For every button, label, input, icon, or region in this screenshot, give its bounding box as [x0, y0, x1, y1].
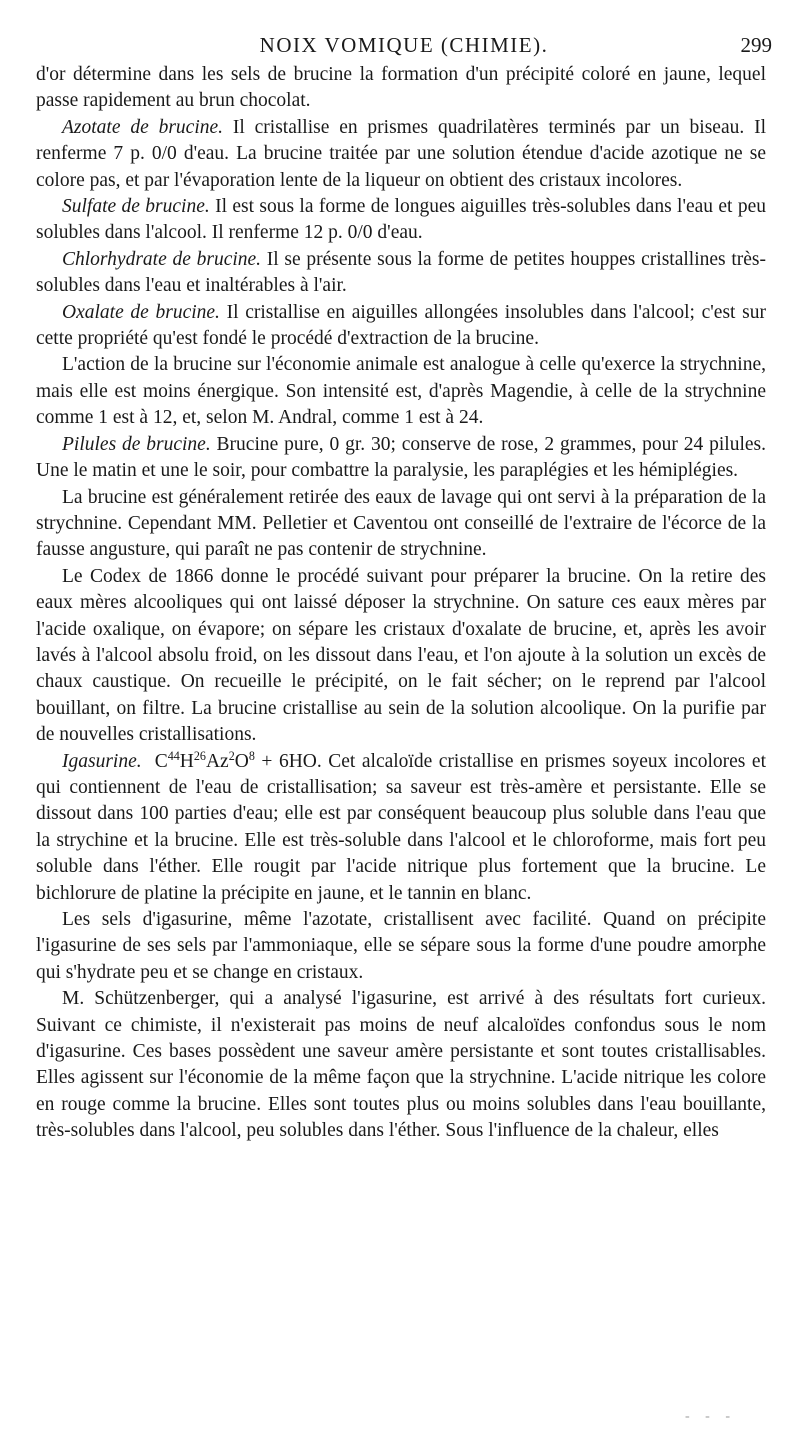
paragraph: Igasurine. $C^{44}H^{26}Az^2O^8 + 6HO$. Cet alcaloïde cristallise en prismes soyeux incolores et qui contiennent de l'eau de cristallisation; sa saveur est très-amère et persistante. Elle se dissout dans 100 parties d'eau; elle est par conséquent beaucoup plus soluble dans l'eau que la strychine et la brucine. Elle est très-soluble dans l'alcool et le chloroforme, mais fort peu soluble dans l'éther. Elle rougit par l'acide nitrique plus fortement que la brucine. Le bichlorure de platine la précipite en jaune, et le tannin en blanc.: [36, 748, 766, 904]
paragraph: L'action de la brucine sur l'économie animale est analogue à celle qu'exerce la strychnine, mais elle est moins énergique. Son intensité est, d'après Magendie, à celle de la strychnine comme 1 est à 12, et, selon M. Andral, comme 1 est à 24.: [36, 354, 766, 429]
paragraph: Chlorhydrate de brucine. Il se présente sous la forme de petites houppes cristallines très-solubles dans l'eau et inaltérables à l'air.: [36, 248, 766, 297]
running-title: NOIX VOMIQUE (CHIMIE).: [259, 33, 549, 57]
paragraph: Les sels d'igasurine, même l'azotate, cristallisent avec facilité. Quand on précipite l'igasurine de ses sels par l'ammoniaque, elle se sépare sous la forme d'une poudre amorphe qui s'hydrate peu et se change en cristaux.: [36, 909, 766, 983]
section-term: Sulfate de brucine.: [62, 196, 210, 218]
section-term: Chlorhydrate de brucine.: [62, 248, 262, 270]
body-text: [36, 62, 766, 1145]
section-term: Pilules de brucine.: [62, 433, 211, 455]
paragraph: Pilules de brucine. Brucine pure, 0 gr. 30; conserve de rose, 2 grammes, pour 24 pilules. Une le matin et une le soir, pour combattre la paralysie, les paraplégies et les hémiplégies.: [36, 433, 766, 482]
scan-marks: - - -: [685, 1409, 736, 1424]
paragraph: Le Codex de 1866 donne le procédé suivant pour préparer la brucine. On la retire des eaux mères alcooliques qui ont laissé déposer la strychnine. On sature ces eaux mères par l'acide oxalique, on évapore; on sépare les cristaux d'oxalate de brucine, et, après les avoir lavés à l'alcool absolu froid, on les dissout dans l'eau, et l'on ajoute à la solution un excès de chaux caustique. On recueille le précipité, on le fait sécher; on le reprend par l'alcool bouillant, on filtre. La brucine cristallise au sein de la solution alcoolique. On la purifie par de nouvelles cristallisations.: [36, 565, 766, 746]
section-term: Azotate de brucine.: [62, 116, 224, 138]
paragraph: Oxalate de brucine. Il cristallise en aiguilles allongées insolubles dans l'alcool; c'est sur cette propriété qu'est fondé le procédé d'extraction de la brucine.: [36, 301, 766, 350]
paragraph: Azotate de brucine. Il cristallise en prismes quadrilatères terminés par un biseau. Il renferme 7 p. 0/0 d'eau. La brucine traitée par une solution étendue d'acide azotique ne se colore pas, et par l'évaporation lente de la liqueur on obtient des cristaux incolores.: [36, 116, 766, 191]
page-number: 299: [740, 33, 772, 57]
paragraph: La brucine est généralement retirée des eaux de lavage qui ont servi à la préparation de la strychnine. Cependant MM. Pelletier et Caventou ont conseillé de l'extraire de l'écorce de la fausse angusture, qui paraît ne pas contenir de strychnine.: [36, 486, 766, 561]
chemical-formula: $C^{44}H^{26}Az^2O^8 + 6HO$.: [154, 748, 322, 772]
paragraph: Sulfate de brucine. Il est sous la forme de longues aiguilles très-solubles dans l'eau et peu solubles dans l'alcool. Il renferme 12 p. 0/0 d'eau.: [36, 196, 766, 244]
paragraph: M. Schützenberger, qui a analysé l'igasurine, est arrivé à des résultats fort curieux. Suivant ce chimiste, il n'existerait pas moins de neuf alcaloïdes confondus sous le nom d'igasurine. Ces bases possèdent une saveur amère persistante et sont toutes cristallisables. Elles agissent sur l'économie de la même façon que la strychnine. L'acide nitrique les colore en rouge comme la brucine. Elles sont toutes plus ou moins solubles dans l'eau bouillante, très-solubles dans l'alcool, peu solubles dans l'éther. Sous l'influence de la chaleur, elles: [36, 988, 766, 1142]
section-term: Oxalate de brucine.: [62, 301, 220, 323]
page-header: [36, 30, 772, 60]
paragraph: d'or détermine dans les sels de brucine la formation d'un précipité coloré en jaune, lequel passe rapidement au brun chocolat.: [36, 64, 766, 112]
section-term: Igasurine.: [62, 750, 142, 772]
